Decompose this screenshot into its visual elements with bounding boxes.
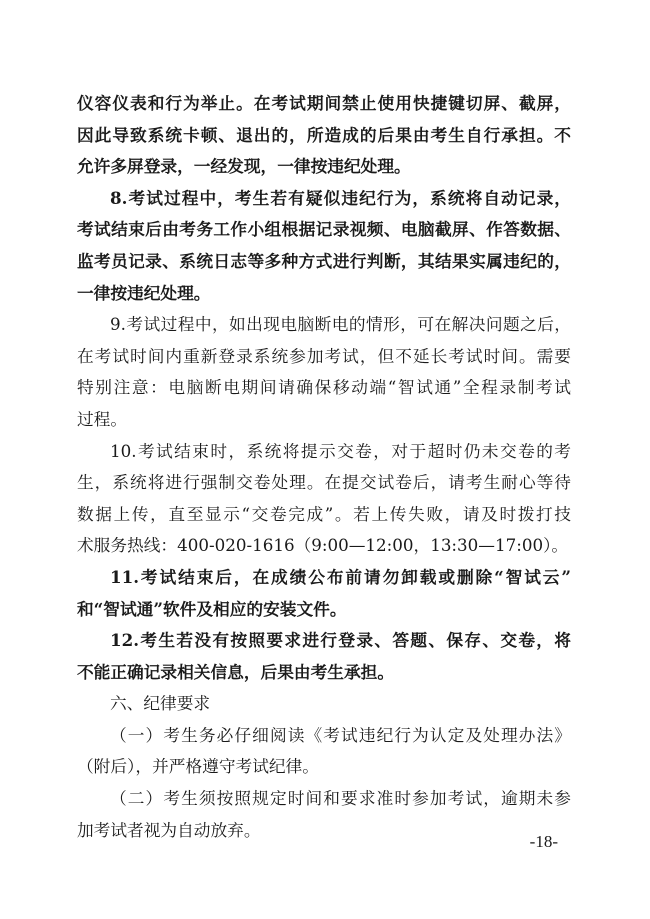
text-line: （附后），并严格遵守考试纪律。 — [77, 756, 319, 777]
paragraph-item-10 — [77, 436, 571, 562]
text-line: （二）考生须按照规定时间和要求准时参加考试，逾期未参 — [110, 788, 571, 809]
text-line: 和“智试通”软件及相应的安装文件。 — [77, 598, 347, 619]
text-line: 11.考试结束后，在成绩公布前请勿卸载或删除“智试云” — [110, 566, 571, 587]
text-line: 过程。 — [77, 408, 128, 429]
page-number: -18- — [529, 832, 558, 851]
text-line: 特别注意：电脑断电期间请确保移动端“智试通”全程录制考试 — [77, 377, 571, 398]
text-line: 考试结束后由考务工作小组根据记录视频、电脑截屏、作答数据、 — [77, 219, 571, 240]
text-line: 因此导致系统卡顿、退出的，所造成的后果由考生自行承担。不 — [77, 124, 571, 145]
paragraph-item-8 — [77, 183, 571, 309]
section-heading: 六、纪律要求 — [110, 693, 211, 714]
text-line: 一律按违纪处理。 — [77, 282, 211, 303]
document-body — [77, 88, 571, 846]
text-line: 仪容仪表和行为举止。在考试期间禁止使用快捷键切屏、截屏， — [77, 93, 571, 113]
text-line: 10.考试结束时，系统将提示交卷，对于超时仍未交卷的考 — [110, 440, 571, 461]
text-line: 加考试者视为自动放弃。 — [77, 819, 261, 840]
paragraph-continuation — [77, 88, 571, 183]
text-line: 9.考试过程中，如出现电脑断电的情形，可在解决问题之后， — [110, 314, 571, 335]
rule-item-2 — [77, 783, 571, 846]
text-line: 在考试时间内重新登录系统参加考试，但不延长考试时间。需要 — [77, 345, 571, 366]
rule-item-1 — [77, 720, 571, 783]
text-line: （一）考生务必仔细阅读《考试违纪行为认定及处理办法》 — [110, 724, 571, 745]
text-line: 不能正确记录相关信息，后果由考生承担。 — [77, 661, 395, 682]
text-line: 术服务热线：400-020-1616（9:00—12:00，13:30—17:00）。 — [77, 535, 569, 556]
paragraph-item-12 — [77, 625, 571, 688]
text-line: 监考员记录、系统日志等多种方式进行判断，其结果实属违纪的， — [77, 250, 571, 271]
text-line: 数据上传，直至显示“交卷完成”。若上传失败，请及时拨打技 — [77, 503, 571, 524]
text-line: 允许多屏登录，一经发现，一律按违纪处理。 — [77, 156, 411, 177]
paragraph-item-9 — [77, 309, 571, 435]
paragraph-item-11 — [77, 562, 571, 625]
text-line: 8.考试过程中，考生若有疑似违纪行为，系统将自动记录， — [110, 187, 571, 208]
text-line: 12.考生若没有按照要求进行登录、答题、保存、交卷，将 — [110, 630, 571, 651]
text-line: 生，系统将进行强制交卷处理。在提交试卷后，请考生耐心等待 — [77, 472, 571, 493]
